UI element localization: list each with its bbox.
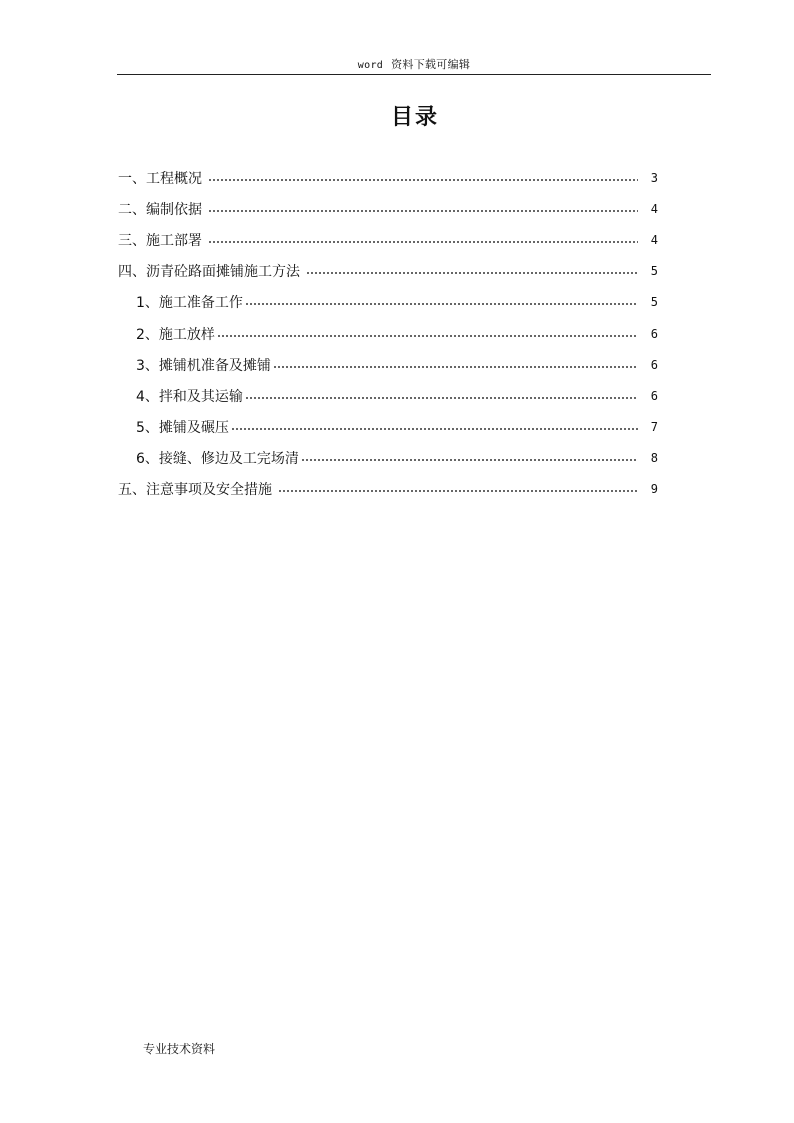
toc-entry[interactable]: [118, 162, 658, 193]
toc-leader-dots: [273, 366, 638, 368]
toc-entry-label: 五、注意事项及安全措施: [118, 482, 272, 499]
toc-leader-dots: [306, 272, 638, 274]
toc-subentry[interactable]: [118, 443, 658, 474]
table-of-contents: [118, 162, 658, 505]
toc-entry-label: 四、沥青砼路面摊铺施工方法: [118, 264, 300, 281]
toc-entry-label: 二、编制依据: [118, 201, 202, 218]
toc-leader-dots: [208, 210, 638, 212]
toc-entry-label: 5、摊铺及碾压: [136, 420, 229, 437]
toc-entry[interactable]: [118, 224, 658, 255]
toc-entry-page: 7: [650, 420, 658, 435]
toc-entry-page: 8: [650, 451, 658, 466]
toc-leader-dots: [245, 303, 638, 305]
toc-subentry[interactable]: [118, 318, 658, 349]
toc-entry-label: 6、接缝、修边及工完场清: [136, 451, 299, 468]
toc-leader-dots: [208, 241, 638, 243]
toc-entry-label: 4、拌和及其运输: [136, 388, 243, 405]
toc-entry[interactable]: [118, 474, 658, 505]
toc-subentry[interactable]: [118, 349, 658, 380]
toc-entry-page: 5: [650, 264, 658, 279]
page-header: [117, 56, 711, 75]
toc-leader-dots: [278, 490, 638, 492]
toc-entry[interactable]: [118, 256, 658, 287]
toc-entry-page: 6: [650, 357, 658, 372]
header-text: 资料下载可编辑: [391, 58, 471, 71]
toc-leader-dots: [208, 179, 638, 181]
toc-entry-page: 5: [650, 295, 658, 310]
toc-entry-page: 6: [650, 326, 658, 341]
toc-entry-page: 6: [650, 388, 658, 403]
toc-leader-dots: [245, 397, 638, 399]
toc-entry-page: 4: [650, 201, 658, 216]
toc-subentry[interactable]: [118, 412, 658, 443]
toc-entry-label: 3、摊铺机准备及摊铺: [136, 357, 271, 374]
toc-entry-label: 一、工程概况: [118, 170, 202, 187]
page-footer: 专业技术资料: [143, 1042, 216, 1056]
toc-subentry[interactable]: [118, 287, 658, 318]
toc-leader-dots: [301, 459, 638, 461]
toc-leader-dots: [231, 428, 638, 430]
page-title: 目录: [390, 105, 439, 130]
toc-entry[interactable]: [118, 193, 658, 224]
toc-entry-label: 1、施工准备工作: [136, 295, 243, 312]
toc-entry-label: 三、施工部署: [118, 232, 202, 249]
toc-subentry[interactable]: [118, 380, 658, 411]
toc-entry-page: 9: [650, 482, 658, 497]
toc-entry-page: 4: [650, 232, 658, 247]
header-prefix: word: [357, 60, 384, 71]
toc-entry-page: 3: [650, 170, 658, 185]
toc-entry-label: 2、施工放样: [136, 326, 215, 343]
toc-leader-dots: [217, 335, 638, 337]
